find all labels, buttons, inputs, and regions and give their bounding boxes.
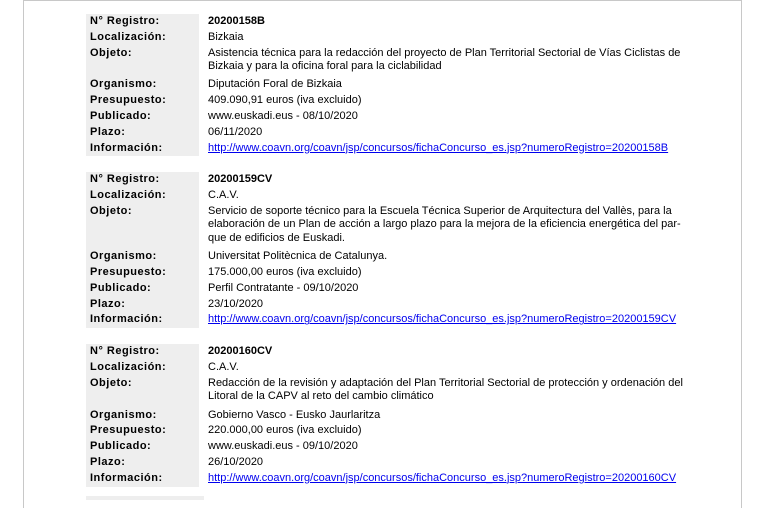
value-publicado: Perfil Contratante - 09/10/2020: [208, 281, 359, 294]
label-registro: N° Registro:: [86, 172, 199, 188]
row-localizacion: [86, 188, 696, 204]
row-informacion: [86, 312, 696, 328]
label-informacion: Información:: [86, 141, 199, 157]
label-presupuesto: Presupuesto:: [86, 93, 199, 109]
value-registro: 20200160CV: [208, 345, 273, 358]
label-registro: N° Registro:: [86, 344, 199, 360]
row-plazo: [86, 455, 696, 471]
row-publicado: [86, 109, 696, 125]
row-objeto: [86, 376, 696, 408]
value-objeto: [199, 376, 696, 408]
label-publicado: Publicado:: [86, 281, 199, 297]
row-presupuesto: [86, 93, 696, 109]
label-localizacion: Localización:: [86, 360, 199, 376]
row-localizacion: [86, 30, 696, 46]
value-publicado: www.euskadi.eus - 08/10/2020: [208, 110, 358, 122]
label-informacion: Información:: [86, 312, 199, 328]
informacion-link[interactable]: http://www.coavn.org/coavn/jsp/concursos/fichaConcurso_es.jsp?numeroRegistro=20200159CV: [208, 313, 677, 326]
value-objeto: [199, 46, 696, 78]
label-organismo: Organismo:: [86, 408, 199, 424]
record: [86, 344, 696, 486]
informacion-link[interactable]: http://www.coavn.org/coavn/jsp/concursos/fichaConcurso_es.jsp?numeroRegistro=20200160CV: [208, 471, 677, 484]
value-organismo: Gobierno Vasco - Eusko Jaurlaritza: [208, 408, 381, 421]
informacion-link[interactable]: http://www.coavn.org/coavn/jsp/concursos/fichaConcurso_es.jsp?numeroRegistro=20200158B: [208, 141, 669, 154]
records-list: [86, 14, 696, 503]
row-objeto: [86, 46, 696, 78]
record: [86, 172, 696, 328]
value-informacion: [199, 312, 696, 328]
value-informacion: [199, 471, 696, 487]
objeto-line: Asistencia técnica para la redacción del proyecto de Plan Territorial Sectorial de Vías Ciclistas de: [208, 46, 681, 59]
row-informacion: [86, 471, 696, 487]
label-objeto: Objeto:: [86, 376, 199, 408]
label-objeto: Objeto:: [86, 204, 199, 249]
objeto-line: Redacción de la revisión y adaptación del Plan Territorial Sectorial de protección y ordenación del: [208, 376, 683, 389]
record: [86, 14, 696, 156]
row-plazo: [86, 125, 696, 141]
value-localizacion: Bizkaia: [208, 30, 244, 43]
row-informacion: [86, 141, 696, 157]
row-plazo: [86, 297, 696, 313]
label-registro: N° Registro:: [86, 14, 199, 30]
value-plazo: 26/10/2020: [208, 455, 264, 468]
row-organismo: [86, 408, 696, 424]
row-registro: [86, 344, 696, 360]
label-plazo: Plazo:: [86, 297, 199, 313]
value-plazo: 23/10/2020: [208, 297, 264, 310]
label-organismo: Organismo:: [86, 77, 199, 93]
value-publicado: www.euskadi.eus - 09/10/2020: [208, 440, 358, 453]
value-registro: 20200159CV: [208, 173, 273, 186]
value-informacion: [199, 141, 696, 157]
objeto-line: Servicio de soporte técnico para la Escuela Técnica Superior de Arquitectura del Vallès, para la: [208, 204, 672, 217]
objeto-line: Litoral de la CAPV al reto del cambio climático: [208, 390, 434, 403]
value-localizacion: C.A.V.: [208, 360, 239, 373]
value-registro: 20200158B: [208, 15, 265, 27]
value-organismo: Universitat Politècnica de Catalunya.: [208, 250, 388, 263]
label-organismo: Organismo:: [86, 249, 199, 265]
value-localizacion: C.A.V.: [208, 189, 239, 202]
objeto-line: elaboración de un Plan de acción a largo plazo para la mejora de la eficiencia energética del par-: [208, 218, 681, 231]
label-localizacion: Localización:: [86, 188, 199, 204]
value-plazo: 06/11/2020: [208, 125, 263, 138]
row-presupuesto: [86, 265, 696, 281]
value-presupuesto: 220.000,00 euros (iva excluido): [208, 424, 362, 437]
value-objeto: [199, 204, 696, 249]
row-presupuesto: [86, 423, 696, 439]
row-organismo: [86, 77, 696, 93]
row-publicado: [86, 439, 696, 455]
row-organismo: [86, 249, 696, 265]
label-presupuesto: Presupuesto:: [86, 423, 199, 439]
label-objeto: Objeto:: [86, 46, 199, 78]
value-organismo: Diputación Foral de Bizkaia: [208, 78, 342, 91]
label-plazo: Plazo:: [86, 455, 199, 471]
label-publicado: Publicado:: [86, 439, 199, 455]
value-presupuesto: 175.000,00 euros (iva excluido): [208, 266, 362, 278]
row-localizacion: [86, 360, 696, 376]
label-publicado: Publicado:: [86, 109, 199, 125]
row-registro: [86, 172, 696, 188]
value-presupuesto: 409.090,91 euros (iva excluido): [208, 94, 362, 107]
label-informacion: Información:: [86, 471, 199, 487]
label-presupuesto: Presupuesto:: [86, 265, 199, 281]
objeto-line: que de edificios de Euskadi.: [208, 231, 345, 244]
label-plazo: Plazo:: [86, 125, 199, 141]
row-registro: [86, 14, 696, 30]
objeto-line: Bizkaia y para la oficina foral para la ciclabilidad: [208, 60, 442, 72]
row-publicado: [86, 281, 696, 297]
label-localizacion: Localización:: [86, 30, 199, 46]
row-objeto: [86, 204, 696, 249]
next-record-stub: [86, 496, 204, 500]
